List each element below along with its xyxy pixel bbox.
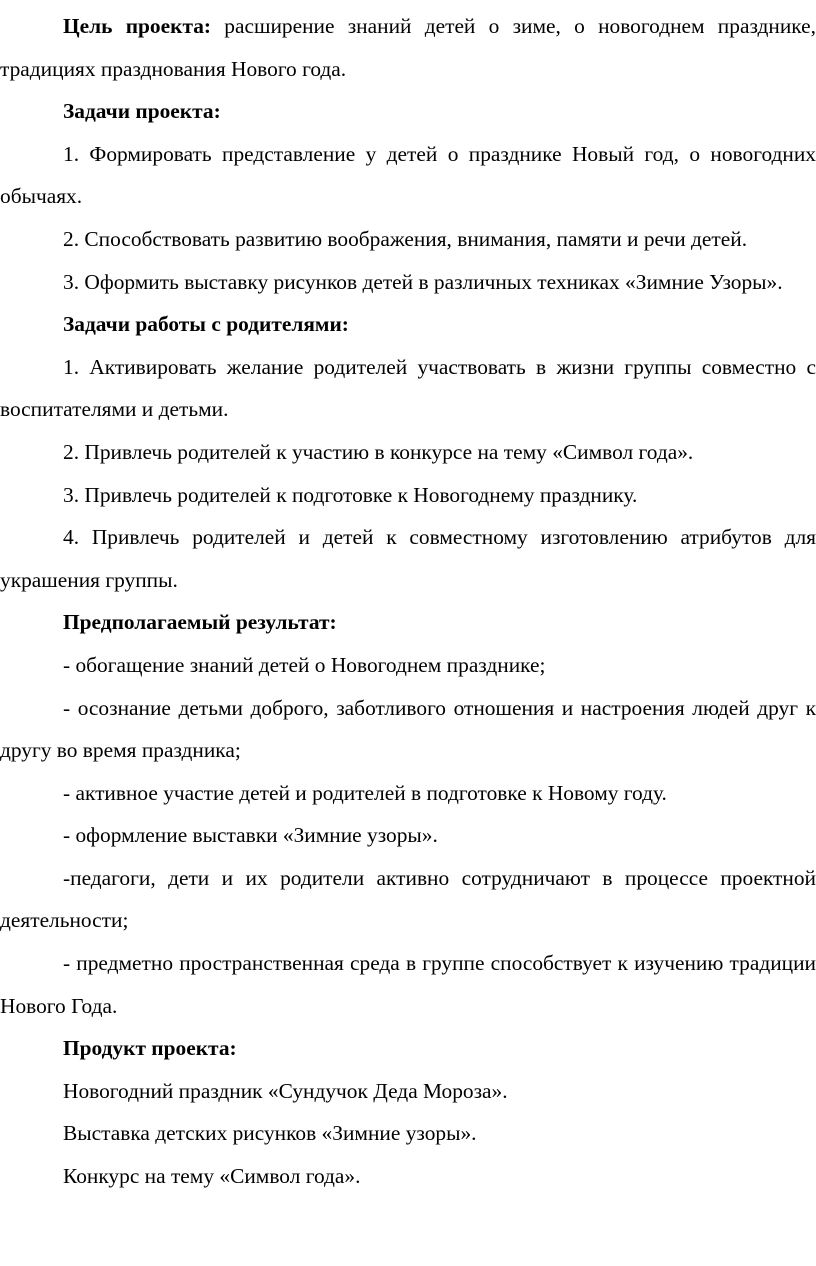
parents-task-item: 3. Привлечь родителей к подготовке к Новогоднему празднику. [63, 482, 638, 507]
expected-result-heading: Предполагаемый результат: [63, 610, 337, 635]
document-page [0, 5, 816, 1198]
parents-task-item: 2. Привлечь родителей к участию в конкурсе на тему «Символ года». [63, 439, 694, 464]
product-item: Конкурс на тему «Символ года». [63, 1164, 361, 1189]
project-tasks-heading: Задачи проекта: [63, 99, 221, 124]
result-item: - оформление выставки «Зимние узоры». [63, 823, 438, 848]
project-goal-text: расширение знаний детей о зиме, о новогоднем празднике, традициях празднования Нового года. [0, 14, 816, 81]
project-task-item: 1. Формировать представление у детей о празднике Новый год, о новогодних обычаях. [0, 141, 816, 209]
project-product-heading: Продукт проекта: [63, 1036, 237, 1061]
parents-task-item: 1. Активировать желание родителей участвовать в жизни группы совместно с воспитателями и детьми. [0, 354, 816, 422]
project-task-item: 2. Способствовать развитию воображения, внимания, памяти и речи детей. [63, 226, 748, 251]
project-goal-label: Цель проекта: [63, 14, 212, 38]
result-item: - обогащение знаний детей о Новогоднем празднике; [63, 652, 546, 677]
parents-tasks-heading: Задачи работы с родителями: [63, 312, 349, 337]
result-item: -педагоги, дети и их родители активно сотрудничают в процессе проектной деятельности; [0, 865, 816, 933]
result-item: - активное участие детей и родителей в подготовке к Новому году. [63, 780, 667, 805]
product-item: Выставка детских рисунков «Зимние узоры». [63, 1121, 477, 1146]
result-item: - осознание детьми доброго, заботливого отношения и настроения людей друг к другу во время праздника; [0, 695, 816, 763]
result-item: - предметно пространственная среда в группе способствует к изучению традиции Нового Года. [0, 951, 816, 1018]
parents-task-item: 4. Привлечь родителей и детей к совместному изготовлению атрибутов для украшения группы. [0, 525, 816, 592]
project-task-item: 3. Оформить выставку рисунков детей в различных техниках «Зимние Узоры». [63, 269, 783, 294]
product-item: Новогодний праздник «Сундучок Деда Мороза». [63, 1078, 508, 1103]
project-goal-paragraph [0, 5, 816, 90]
